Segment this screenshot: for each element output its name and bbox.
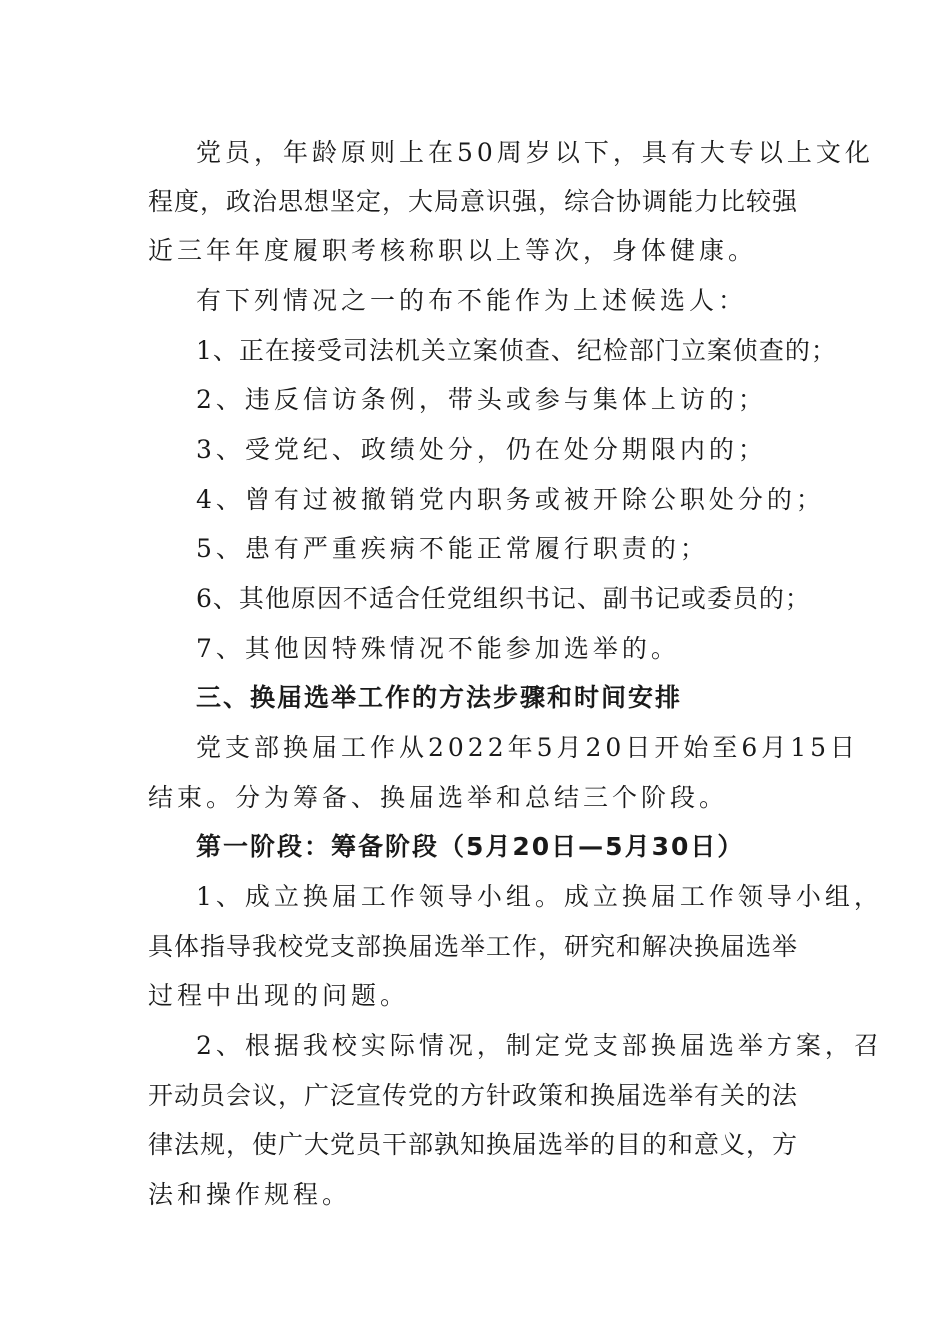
paragraph-line: 开动员会议，广泛宣传党的方针政策和换届选举有关的法	[148, 1081, 799, 1110]
paragraph-line: 2、根据我校实际情况，制定党支部换届选举方案，召	[196, 1031, 883, 1060]
paragraph-line: 法和操作规程。	[148, 1180, 352, 1209]
list-item: 3、受党纪、政绩处分，仍在处分期限内的；	[196, 435, 767, 464]
list-item: 2、违反信访条例，带头或参与集体上访的；	[196, 385, 767, 414]
paragraph-line: 律法规，使广大党员干部孰知换届选举的目的和意义，方	[148, 1130, 799, 1159]
paragraph-line: 过程中出现的问题。	[148, 981, 410, 1010]
paragraph-line: 有下列情况之一的布不能作为上述候选人：	[196, 286, 748, 315]
list-item: 4、曾有过被撤销党内职务或被开除公职处分的；	[196, 485, 825, 514]
list-item: 5、患有严重疾病不能正常履行职责的；	[196, 534, 709, 563]
list-item: 7、其他因特殊情况不能参加选举的。	[196, 634, 680, 663]
list-item: 6、其他原因不适合任党组织书记、副书记或委员的；	[196, 584, 811, 613]
subsection-heading: 第一阶段：筹备阶段（5月20日—5月30日）	[196, 832, 745, 861]
paragraph-line: 1、成立换届工作领导小组。成立换届工作领导小组，	[196, 882, 883, 911]
paragraph-line: 党员，年龄原则上在50周岁以下，具有大专以上文化	[196, 138, 874, 167]
paragraph-line: 结束。分为筹备、换届选举和总结三个阶段。	[148, 783, 729, 812]
list-item: 1、正在接受司法机关立案侦查、纪检部门立案侦查的；	[196, 336, 837, 365]
paragraph-line: 程度，政治思想坚定，大局意识强，综合协调能力比较强	[148, 187, 799, 216]
paragraph-line: 党支部换届工作从2022年5月20日开始至6月15日	[196, 733, 860, 762]
section-heading: 三、换届选举工作的方法步骤和时间安排	[196, 683, 683, 712]
paragraph-line: 具体指导我校党支部换届选举工作，研究和解决换届选举	[148, 932, 799, 961]
paragraph-line: 近三年年度履职考核称职以上等次，身体健康。	[148, 236, 758, 265]
